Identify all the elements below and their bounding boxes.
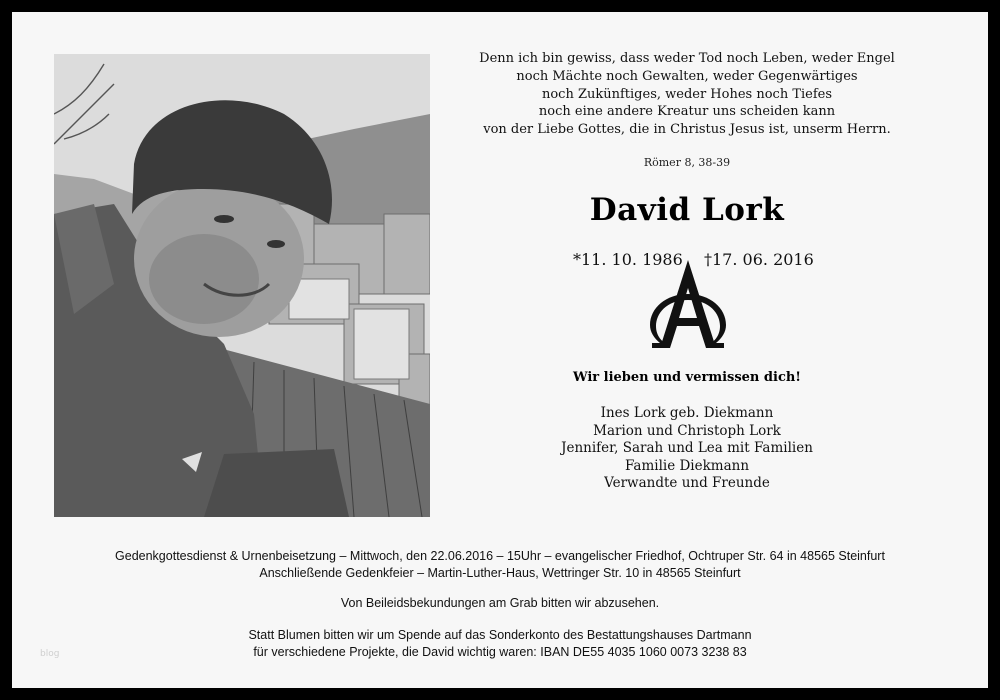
- deceased-name: David Lork: [589, 192, 785, 228]
- service-info: [12, 548, 988, 581]
- alpha-omega-icon: [648, 258, 728, 350]
- death-date: †17. 06. 2016: [704, 250, 814, 269]
- mourner: Marion und Christoph Lork: [593, 422, 781, 439]
- verse-line: noch Mächte noch Gewalten, weder Gegenwärtiges: [516, 68, 858, 84]
- portrait-photo: [54, 54, 430, 517]
- mourner: Jennifer, Sarah und Lea mit Familien: [561, 440, 813, 457]
- mourner: Familie Diekmann: [624, 457, 750, 474]
- mourners-list: [452, 405, 922, 493]
- verse-line: noch Zukünftiges, weder Hohes noch Tiefes: [541, 86, 833, 102]
- verse-line: von der Liebe Gottes, die in Christus Jesus ist, unserm Herrn.: [483, 122, 891, 138]
- donation-line: für verschiedene Projekte, die David wichtig waren: IBAN DE55 4035 1060 0073 3238 83: [253, 644, 747, 659]
- mourner: Ines Lork geb. Diekmann: [600, 405, 774, 421]
- portrait-illustration: [54, 54, 430, 517]
- donation-info: [12, 627, 988, 660]
- bible-verse: [452, 50, 922, 139]
- verse-line: Denn ich bin gewiss, dass weder Tod noch Leben, weder Engel: [479, 51, 895, 66]
- verse-reference: Römer 8, 38-39: [643, 156, 731, 169]
- mourner: Verwandte und Freunde: [604, 475, 770, 492]
- condolence-note: Von Beileidsbekundungen am Grab bitten wir abzusehen.: [340, 596, 660, 610]
- donation-line: Statt Blumen bitten wir um Spende auf das Sonderkonto des Bestattungshauses Dartmann: [248, 628, 752, 642]
- birth-date: *11. 10. 1986: [573, 250, 683, 269]
- watermark: blog: [40, 649, 60, 659]
- service-line: Gedenkgottesdienst & Urnenbeisetzung – Mittwoch, den 22.06.2016 – 15Uhr – evangelischer Friedhof, Ochtruper Str. 64 in 48565 Steinfurt: [115, 549, 885, 563]
- motto: Wir lieben und vermissen dich!: [572, 370, 802, 385]
- obituary-card: [12, 12, 988, 688]
- verse-line: noch eine andere Kreatur uns scheiden kann: [538, 104, 836, 120]
- service-line: Anschließende Gedenkfeier – Martin-Luther-Haus, Wettringer Str. 10 in 48565 Steinfurt: [259, 565, 741, 580]
